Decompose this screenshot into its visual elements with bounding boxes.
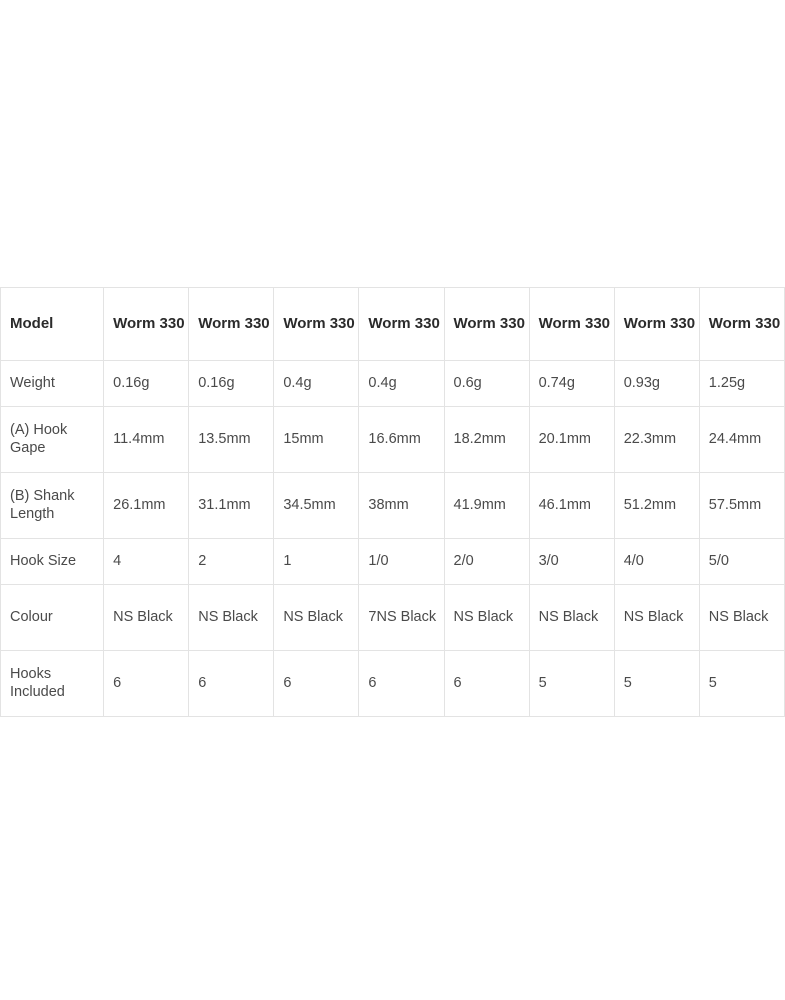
row-label-weight: Weight bbox=[1, 361, 104, 407]
cell-weight-5: 0.6g bbox=[444, 361, 529, 407]
cell-shank-length-4: 38mm bbox=[359, 473, 444, 539]
cell-weight-7: 0.93g bbox=[614, 361, 699, 407]
specification-table-container bbox=[0, 287, 785, 717]
table-header bbox=[1, 288, 785, 361]
column-header-model-7: Worm 330 bbox=[614, 288, 699, 361]
table-row bbox=[1, 585, 785, 651]
cell-hooks-included-8: 5 bbox=[699, 651, 784, 717]
cell-hook-size-6: 3/0 bbox=[529, 539, 614, 585]
cell-colour-1: NS Black bbox=[104, 585, 189, 651]
cell-weight-2: 0.16g bbox=[189, 361, 274, 407]
cell-hook-size-5: 2/0 bbox=[444, 539, 529, 585]
cell-hooks-included-6: 5 bbox=[529, 651, 614, 717]
cell-shank-length-3: 34.5mm bbox=[274, 473, 359, 539]
cell-hook-size-4: 1/0 bbox=[359, 539, 444, 585]
table-row bbox=[1, 361, 785, 407]
column-header-model-2: Worm 330 bbox=[189, 288, 274, 361]
cell-shank-length-1: 26.1mm bbox=[104, 473, 189, 539]
row-label-hook-size: Hook Size bbox=[1, 539, 104, 585]
row-label-colour: Colour bbox=[1, 585, 104, 651]
table-body bbox=[1, 361, 785, 717]
cell-colour-7: NS Black bbox=[614, 585, 699, 651]
table-header-row bbox=[1, 288, 785, 361]
cell-colour-8: NS Black bbox=[699, 585, 784, 651]
cell-shank-length-7: 51.2mm bbox=[614, 473, 699, 539]
column-header-model: Model bbox=[1, 288, 104, 361]
cell-hooks-included-1: 6 bbox=[104, 651, 189, 717]
row-label-hooks-included: Hooks Included bbox=[1, 651, 104, 717]
column-header-model-3: Worm 330 bbox=[274, 288, 359, 361]
cell-hooks-included-7: 5 bbox=[614, 651, 699, 717]
cell-shank-length-8: 57.5mm bbox=[699, 473, 784, 539]
cell-weight-6: 0.74g bbox=[529, 361, 614, 407]
cell-hook-gape-2: 13.5mm bbox=[189, 407, 274, 473]
row-label-shank-length: (B) Shank Length bbox=[1, 473, 104, 539]
cell-shank-length-2: 31.1mm bbox=[189, 473, 274, 539]
cell-hook-gape-8: 24.4mm bbox=[699, 407, 784, 473]
cell-shank-length-6: 46.1mm bbox=[529, 473, 614, 539]
cell-weight-4: 0.4g bbox=[359, 361, 444, 407]
column-header-model-8: Worm 330 bbox=[699, 288, 784, 361]
cell-colour-4: 7NS Black bbox=[359, 585, 444, 651]
cell-hook-size-2: 2 bbox=[189, 539, 274, 585]
table-row bbox=[1, 539, 785, 585]
cell-hooks-included-2: 6 bbox=[189, 651, 274, 717]
cell-hook-gape-5: 18.2mm bbox=[444, 407, 529, 473]
cell-hook-gape-4: 16.6mm bbox=[359, 407, 444, 473]
cell-shank-length-5: 41.9mm bbox=[444, 473, 529, 539]
specification-table bbox=[0, 287, 785, 717]
cell-colour-2: NS Black bbox=[189, 585, 274, 651]
cell-colour-6: NS Black bbox=[529, 585, 614, 651]
cell-colour-3: NS Black bbox=[274, 585, 359, 651]
cell-hook-size-1: 4 bbox=[104, 539, 189, 585]
cell-hook-size-7: 4/0 bbox=[614, 539, 699, 585]
cell-weight-8: 1.25g bbox=[699, 361, 784, 407]
cell-hooks-included-5: 6 bbox=[444, 651, 529, 717]
cell-hooks-included-3: 6 bbox=[274, 651, 359, 717]
table-row bbox=[1, 651, 785, 717]
column-header-model-4: Worm 330 bbox=[359, 288, 444, 361]
cell-hooks-included-4: 6 bbox=[359, 651, 444, 717]
column-header-model-5: Worm 330 bbox=[444, 288, 529, 361]
row-label-hook-gape: (A) Hook Gape bbox=[1, 407, 104, 473]
cell-hook-size-3: 1 bbox=[274, 539, 359, 585]
cell-weight-1: 0.16g bbox=[104, 361, 189, 407]
cell-weight-3: 0.4g bbox=[274, 361, 359, 407]
table-row bbox=[1, 473, 785, 539]
cell-hook-size-8: 5/0 bbox=[699, 539, 784, 585]
cell-hook-gape-7: 22.3mm bbox=[614, 407, 699, 473]
cell-hook-gape-3: 15mm bbox=[274, 407, 359, 473]
cell-hook-gape-1: 11.4mm bbox=[104, 407, 189, 473]
column-header-model-6: Worm 330 bbox=[529, 288, 614, 361]
table-row bbox=[1, 407, 785, 473]
cell-colour-5: NS Black bbox=[444, 585, 529, 651]
cell-hook-gape-6: 20.1mm bbox=[529, 407, 614, 473]
column-header-model-1: Worm 330 bbox=[104, 288, 189, 361]
